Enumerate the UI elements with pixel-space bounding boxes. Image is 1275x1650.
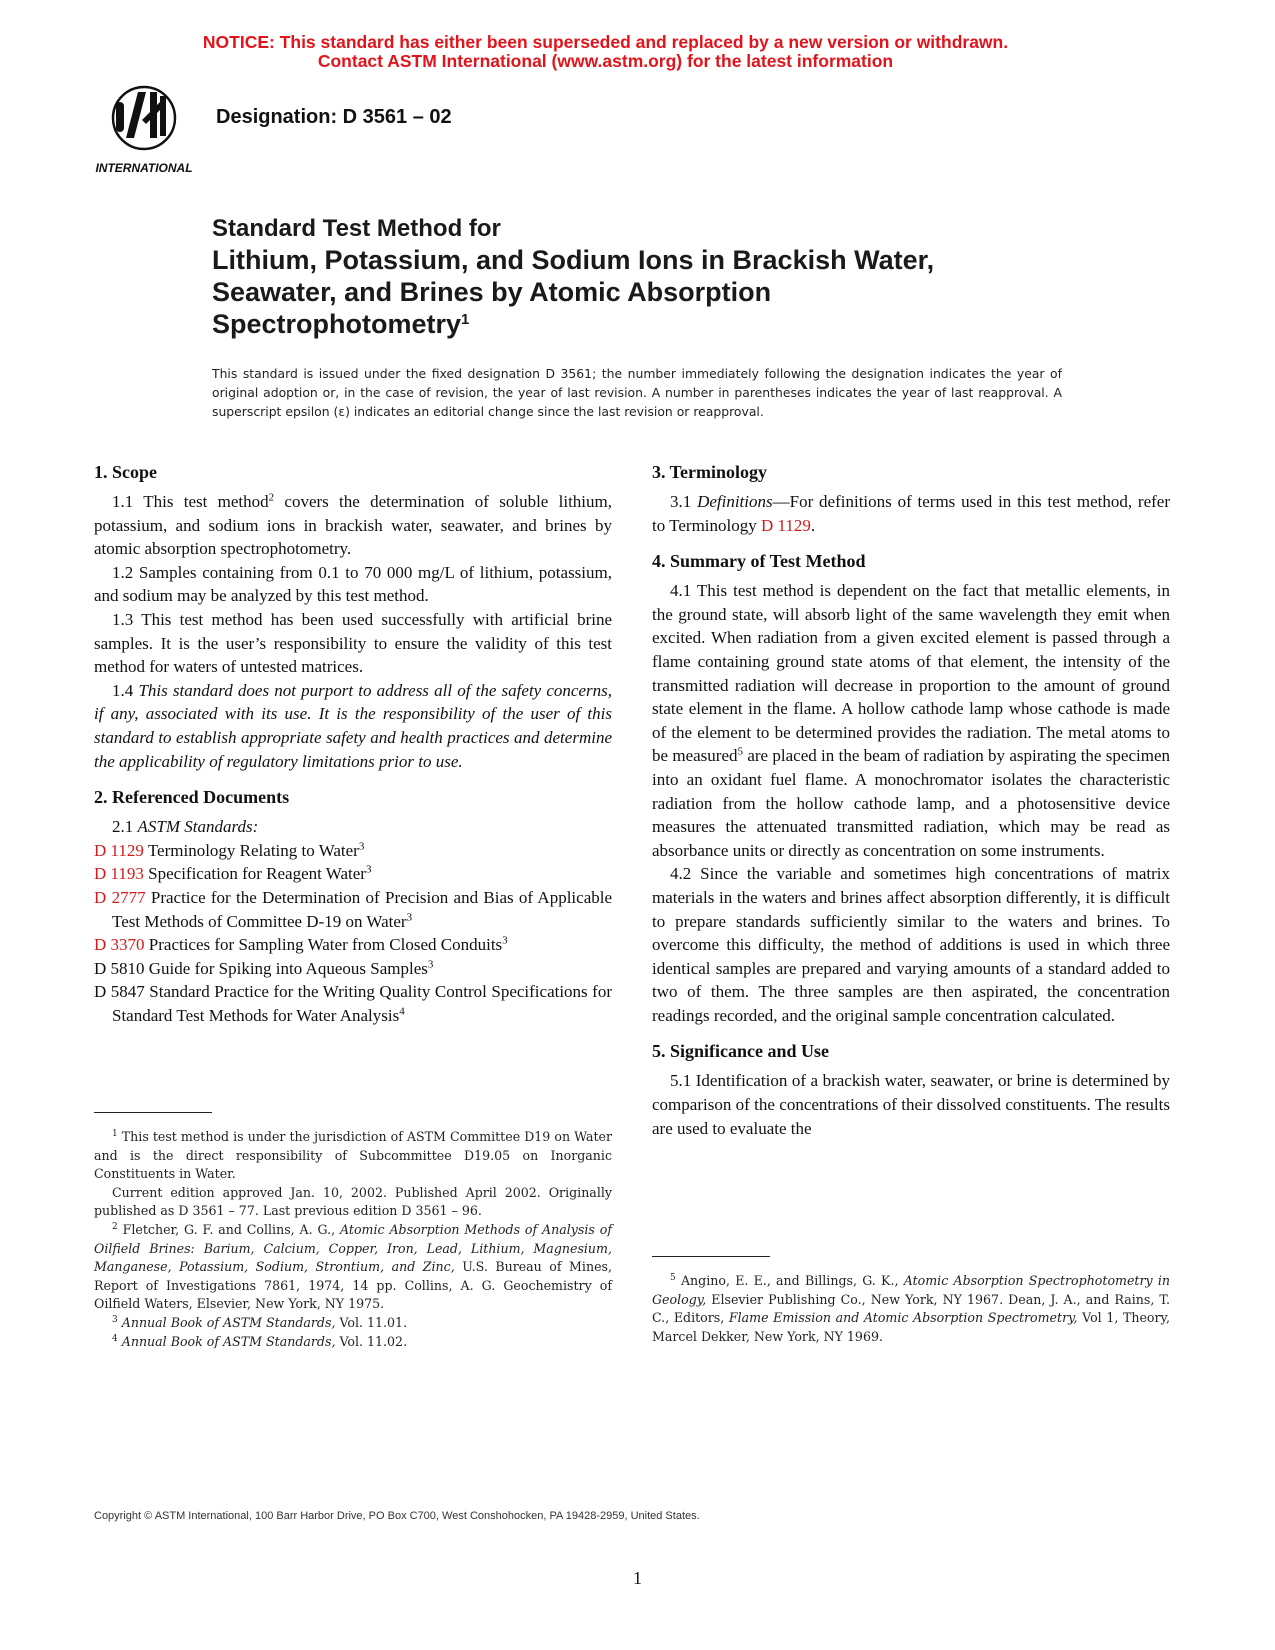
reference-code-d1129[interactable]: D 1129	[94, 840, 144, 860]
reference-code-d1193[interactable]: D 1193	[94, 864, 144, 884]
notice-line-2: Contact ASTM International (www.astm.org) for the latest information	[317, 51, 894, 71]
footnote-ref[interactable]: 3	[365, 863, 372, 876]
scope-1-1-a: 1.1 This test method	[112, 492, 269, 511]
footnote-2-b: U.S. Bureau of Mines, Report of Investigations 7861, 1974, 14 pp. Collins, A. G. Geochemistry of Oilfield Waters, Elsevier, New York, NY 1975.	[94, 1259, 612, 1312]
summary-4-1-a: 4.1 This test method is dependent on the fact that metallic elements, in the ground state, will absorb light of the same wavelength they emit when excited. When radiation from a given excited element is passed through a flame containing ground state atoms of that element, the intensity of the transmitted radiation will decrease in proportion to the amount of ground state element in the flame. A hollow cathode lamp whose cathode is made of the element to be determined provides the radiation. The metal atoms to be measured	[652, 581, 1170, 766]
terminology-3-1	[652, 490, 1170, 537]
footnote-4	[94, 1333, 612, 1352]
terminology-text: —For definitions of terms used in this test method, refer to Terminology	[652, 492, 1170, 535]
reference-item	[94, 886, 612, 933]
footnote-ref[interactable]: 3	[427, 958, 434, 971]
left-column	[94, 460, 612, 1027]
referenced-intro-text: ASTM Standards:	[137, 817, 259, 837]
reference-code-d5847: D 5847	[94, 982, 145, 1002]
right-column	[652, 460, 1170, 1140]
notice-banner	[0, 33, 1211, 71]
referenced-intro-num: 2.1	[112, 817, 138, 837]
footnote-5-title-2: Flame Emission and Atomic Absorption Spectrometry,	[728, 1310, 1078, 1326]
summary-4-1	[652, 579, 1170, 862]
footnote-ref[interactable]: 4	[399, 1005, 405, 1018]
title-line-4	[212, 308, 934, 340]
designation: Designation: D 3561 – 02	[216, 106, 452, 128]
footnote-4-b: Vol. 11.02.	[335, 1333, 408, 1349]
footnote-2	[94, 1221, 612, 1314]
logo-text: INTERNATIONAL	[95, 161, 193, 175]
reference-list	[94, 839, 612, 1028]
footnote-1-mark: 1	[112, 1128, 118, 1139]
title-line-1: Standard Test Method for	[212, 215, 501, 242]
scope-1-4-num: 1.4	[112, 680, 139, 700]
footnote-5-mark: 5	[670, 1272, 676, 1283]
reference-title: Guide for Spiking into Aqueous Samples	[144, 958, 428, 978]
footnote-2-a: Fletcher, G. F. and Collins, A. G.,	[117, 1221, 341, 1237]
reference-item	[94, 862, 612, 886]
footnote-3	[94, 1314, 612, 1333]
reference-code-d5810: D 5810	[94, 958, 145, 978]
footnotes-left	[94, 1128, 612, 1351]
footnote-2-mark: 2	[112, 1221, 118, 1232]
footnote-3-b: Vol. 11.01.	[335, 1314, 408, 1330]
footnote-rule-right	[652, 1256, 770, 1257]
scope-1-1-b: covers the determination of soluble lithium, potassium, and sodium ions in brackish water, seawater, and brines by atomic absorption spectrophotometry.	[94, 492, 613, 559]
terminology-end: .	[810, 515, 816, 535]
reference-item	[94, 839, 612, 863]
section-heading-terminology: 3. Terminology	[652, 462, 768, 482]
section-heading-significance: 5. Significance and Use	[652, 1041, 830, 1062]
footnote-5-b: Elsevier Publishing Co., New York, NY 1967. Dean, J. A., and Rains, T. C., Editors,	[652, 1291, 1170, 1326]
footnote-5-c: Vol 1, Theory, Marcel Dekker, New York, NY 1969.	[652, 1310, 1170, 1344]
reference-title: Standard Practice for the Writing Quality Control Specifications for Standard Test Methods for Water Analysis	[112, 982, 612, 1025]
reference-item	[94, 957, 612, 981]
reference-code-d2777[interactable]: D 2777	[94, 887, 146, 907]
reference-title: Practice for the Determination of Precision and Bias of Applicable Test Methods of Committee D-19 on Water	[112, 887, 613, 931]
title-line-2: Lithium, Potassium, and Sodium Ions in Brackish Water,	[212, 245, 935, 275]
scope-1-1	[94, 490, 612, 561]
footnote-3-mark: 3	[112, 1314, 118, 1325]
terminology-num: 3.1	[670, 492, 698, 511]
scope-1-4-text: This standard does not purport to address all of the safety concerns, if any, associated with its use. It is the responsibility of the user of this standard to establish appropriate safety and health practices and determine the applicability of regulatory limitations prior to use.	[94, 680, 613, 771]
document-title	[212, 214, 934, 340]
significance-5-1: 5.1 Identification of a brackish water, seawater, or brine is determined by comparison of the concentrations of their dissolved constituents. The results are used to evaluate the	[652, 1071, 1170, 1138]
reference-title: Practices for Sampling Water from Closed Conduits	[144, 935, 503, 955]
scope-1-3: 1.3 This test method has been used successfully with artificial brine samples. It is the user’s responsibility to ensure the validity of this test method for waters of untested matrices.	[94, 609, 612, 677]
title-line-3: Seawater, and Brines by Atomic Absorption	[212, 277, 772, 307]
section-heading-summary: 4. Summary of Test Method	[652, 551, 866, 572]
terminology-term: Definitions	[697, 492, 773, 511]
footnote-4-mark: 4	[112, 1333, 118, 1344]
footnote-2-title: Atomic Absorption Methods of Analysis of Oilfield Brines: Barium, Calcium, Copper, Iron, Lead, Lithium, Magnesium, Manganese, Potassium, Sodium, Strontium, and Zinc,	[94, 1221, 612, 1275]
referenced-intro	[94, 815, 612, 839]
summary-4-1-b: are placed in the beam of radiation by aspirating the specimen into an oxidant fuel flame. A monochromator isolates the characteristic radiation from the hollow cathode lamp, and a photosensitive device measures the attenuated transmitted radiation, which may be read as absorbance units or directly as concentration on some instruments.	[652, 746, 1170, 860]
footnote-4-title: Annual Book of ASTM Standards,	[117, 1333, 336, 1349]
footnote-rule-left	[94, 1112, 212, 1113]
footnote-1-edition: Current edition approved Jan. 10, 2002. Published April 2002. Originally published as D 3561 – 77. Last previous edition D 3561 – 96.	[94, 1184, 612, 1219]
reference-item	[94, 933, 612, 957]
footnote-ref[interactable]: 3	[358, 840, 365, 853]
footnote-3-title: Annual Book of ASTM Standards,	[117, 1314, 336, 1330]
footnote-5	[652, 1272, 1170, 1346]
footnote-ref[interactable]: 3	[406, 910, 413, 923]
footnote-1-text: This test method is under the jurisdiction of ASTM Committee D19 on Water and is the direct responsibility of Subcommittee D19.05 on Inorganic Constituents in Water.	[94, 1129, 612, 1182]
reference-title: Terminology Relating to Water	[143, 840, 359, 860]
copyright-line: Copyright © ASTM International, 100 Barr Harbor Drive, PO Box C700, West Conshohocken, PA 19428-2959, United States.	[94, 1510, 700, 1522]
link-d1129[interactable]: D 1129	[761, 515, 811, 535]
title-line-4-text: Spectrophotometry	[212, 309, 462, 339]
footnote-1	[94, 1128, 612, 1184]
issued-note: This standard is issued under the fixed designation D 3561; the number immediately following the designation indicates the year of original adoption or, in the case of revision, the year of last revision. A number in parentheses indicates the year of last reapproval. A superscript epsilon (ε) indicates an editorial change since the last revision or reapproval.	[212, 366, 1062, 419]
footnote-ref[interactable]: 2	[268, 491, 275, 504]
scope-1-2: 1.2 Samples containing from 0.1 to 70 000 mg/L of lithium, potassium, and sodium may be analyzed by this test method.	[94, 562, 612, 606]
reference-title: Specification for Reagent Water	[143, 864, 366, 884]
reference-code-d3370[interactable]: D 3370	[94, 935, 145, 955]
notice-line-1: NOTICE: This standard has either been superseded and replaced by a new version or withdrawn.	[202, 32, 1009, 52]
footnote-ref[interactable]: 5	[737, 745, 743, 758]
footnote-ref[interactable]: 3	[502, 934, 508, 947]
title-footnote-mark: 1	[461, 311, 470, 328]
scope-1-4	[94, 679, 612, 773]
footnote-5-title: Atomic Absorption Spectrophotometry in Geology,	[652, 1273, 1170, 1307]
page-number: 1	[633, 1568, 642, 1588]
footnote-5-a: Angino, E. E., and Billings, G. K.,	[675, 1273, 904, 1288]
section-heading-referenced: 2. Referenced Documents	[94, 787, 290, 808]
astm-logo	[90, 82, 198, 178]
summary-4-2: 4.2 Since the variable and sometimes high concentrations of matrix materials in the waters and brines affect absorption differently, it is difficult to prepare standards sufficiently similar to the waters and brines. To overcome this difficulty, the method of additions is used in which three identical samples are prepared and varying amounts of a standard added to two of them. The three samples are then aspirated, the concentration readings recorded, and the original sample concentration calculated.	[652, 864, 1170, 1025]
footnotes-right	[652, 1272, 1170, 1346]
reference-item	[94, 980, 612, 1027]
section-heading-scope: 1. Scope	[94, 462, 157, 482]
